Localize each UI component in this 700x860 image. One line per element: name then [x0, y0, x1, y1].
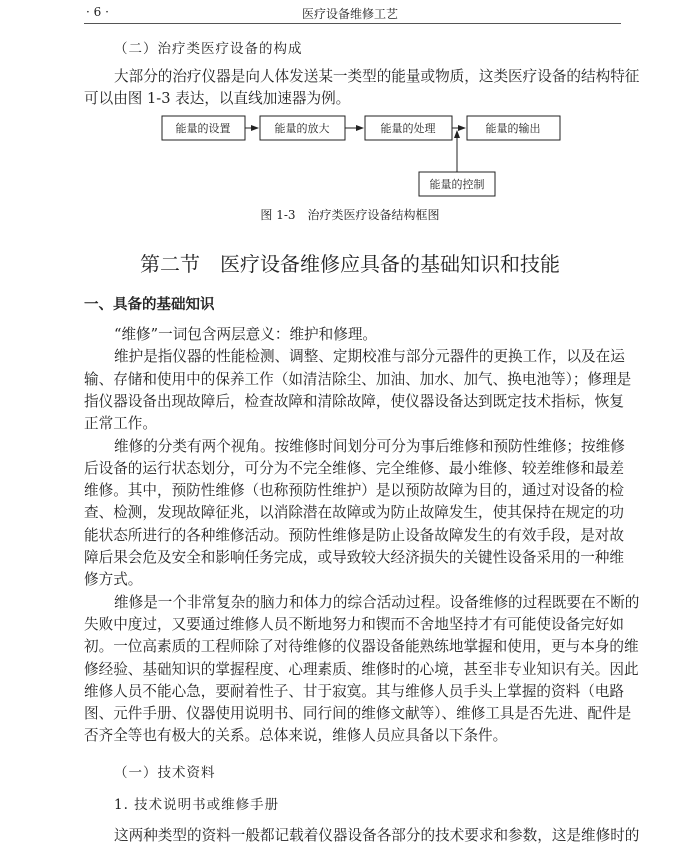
heading: 一、具备的基础知识 [84, 297, 215, 313]
text-line: 这两种类型的资料一般都记载着仪器设备各部分的技术要求和参数，这是维修时的 [114, 827, 640, 844]
box-label: 能量的输出 [485, 122, 541, 135]
running-header: 医疗设备维修工艺 [301, 7, 398, 21]
text-line: 维护是指仪器的性能检测、调整、定期校准与部分元器件的更换工作，以及在运 [114, 348, 625, 366]
text-line: 障后果会危及安全和影响任务完成，或导致较大经济损失的关键性设备采用的一种维 [84, 549, 624, 566]
box-label: 能量的处理 [380, 122, 436, 135]
text-line: 维修人员不能心急，要耐着性子、甘于寂寞。其与维修人员手头上掌握的资料（电路 [84, 682, 624, 700]
text-line: 否齐全等也有极大的关系。总体来说，维修人员应具备以下条件。 [84, 727, 508, 745]
text-line: “维修”一词包含两层意义：维护和修理。 [114, 326, 378, 343]
text-line: 能状态所进行的各种维修活动。预防性维修是防止设备故障发生的有效手段，是对故 [84, 526, 624, 544]
page-number: · 6 · [86, 5, 109, 19]
text-line: 大部分的治疗仪器是向人体发送某一类型的能量或物质，这类医疗设备的结构特征 [114, 68, 640, 85]
box-label: 能量的放大 [274, 122, 330, 135]
text-line: 图、元件手册、仪器使用说明书、同行间的维修文献等）、维修工具是否先进、配件是 [84, 705, 632, 723]
text-line: 修方式。 [84, 571, 143, 589]
text-line: 可以由图 1-3 表达，以直线加速器为例。 [84, 90, 351, 107]
text-line: 指仪器设备出现故障后，检查故障和清除故障，使仪器设备达到既定技术指标，恢复 [84, 392, 624, 410]
text-line: 维修。其中，预防性维修（也称预防性维护）是以预防故障为目的，通过对设备的检 [84, 482, 624, 500]
text-line: 维修的分类有两个视角。按维修时间划分可分为事后维修和预防性维修；按维修 [114, 437, 625, 455]
subsection-title: （一）技术资料 [114, 765, 216, 781]
text-line: 修经验、基础知识的掌握程度、心理素质、维修时的心境，甚至非专业知识有关。因此 [84, 660, 639, 678]
structure-diagram [0, 0, 700, 210]
box-label: 能量的控制 [429, 178, 485, 191]
text-line: 查、检测，发现故障征兆，以消除潜在故障或为防止故障发生，使其保持在规定的功 [84, 504, 624, 522]
section-title: 第二节 医疗设备维修应具备的基础知识和技能 [140, 252, 560, 276]
figure-caption: 图 1-3 治疗类医疗设备结构框图 [260, 208, 440, 222]
text-line: 维修是一个非常复杂的脑力和体力的综合活动过程。设备维修的过程既要在不断的 [114, 593, 640, 611]
text-line: 输、存储和使用中的保养工作（如清洁除尘、加油、加水、加气、换电池等）；修理是 [84, 370, 632, 388]
text-line: 初。一位高素质的工程师除了对待维修的仪器设备能熟练地掌握和使用，更与本身的维 [84, 638, 639, 656]
text-line: 失败中度过，又要通过维修人员不断地努力和锲而不舍地坚持才有可能使设备完好如 [84, 615, 624, 633]
item-title: 1. 技术说明书或维修手册 [114, 797, 280, 813]
box-label: 能量的设置 [175, 122, 231, 135]
text-line: 后设备的运行状态划分，可分为不完全维修、完全维修、最小维修、较差维修和最差 [84, 459, 624, 477]
text-line: 正常工作。 [84, 415, 157, 433]
subsection-title: （二）治疗类医疗设备的构成 [114, 41, 303, 57]
